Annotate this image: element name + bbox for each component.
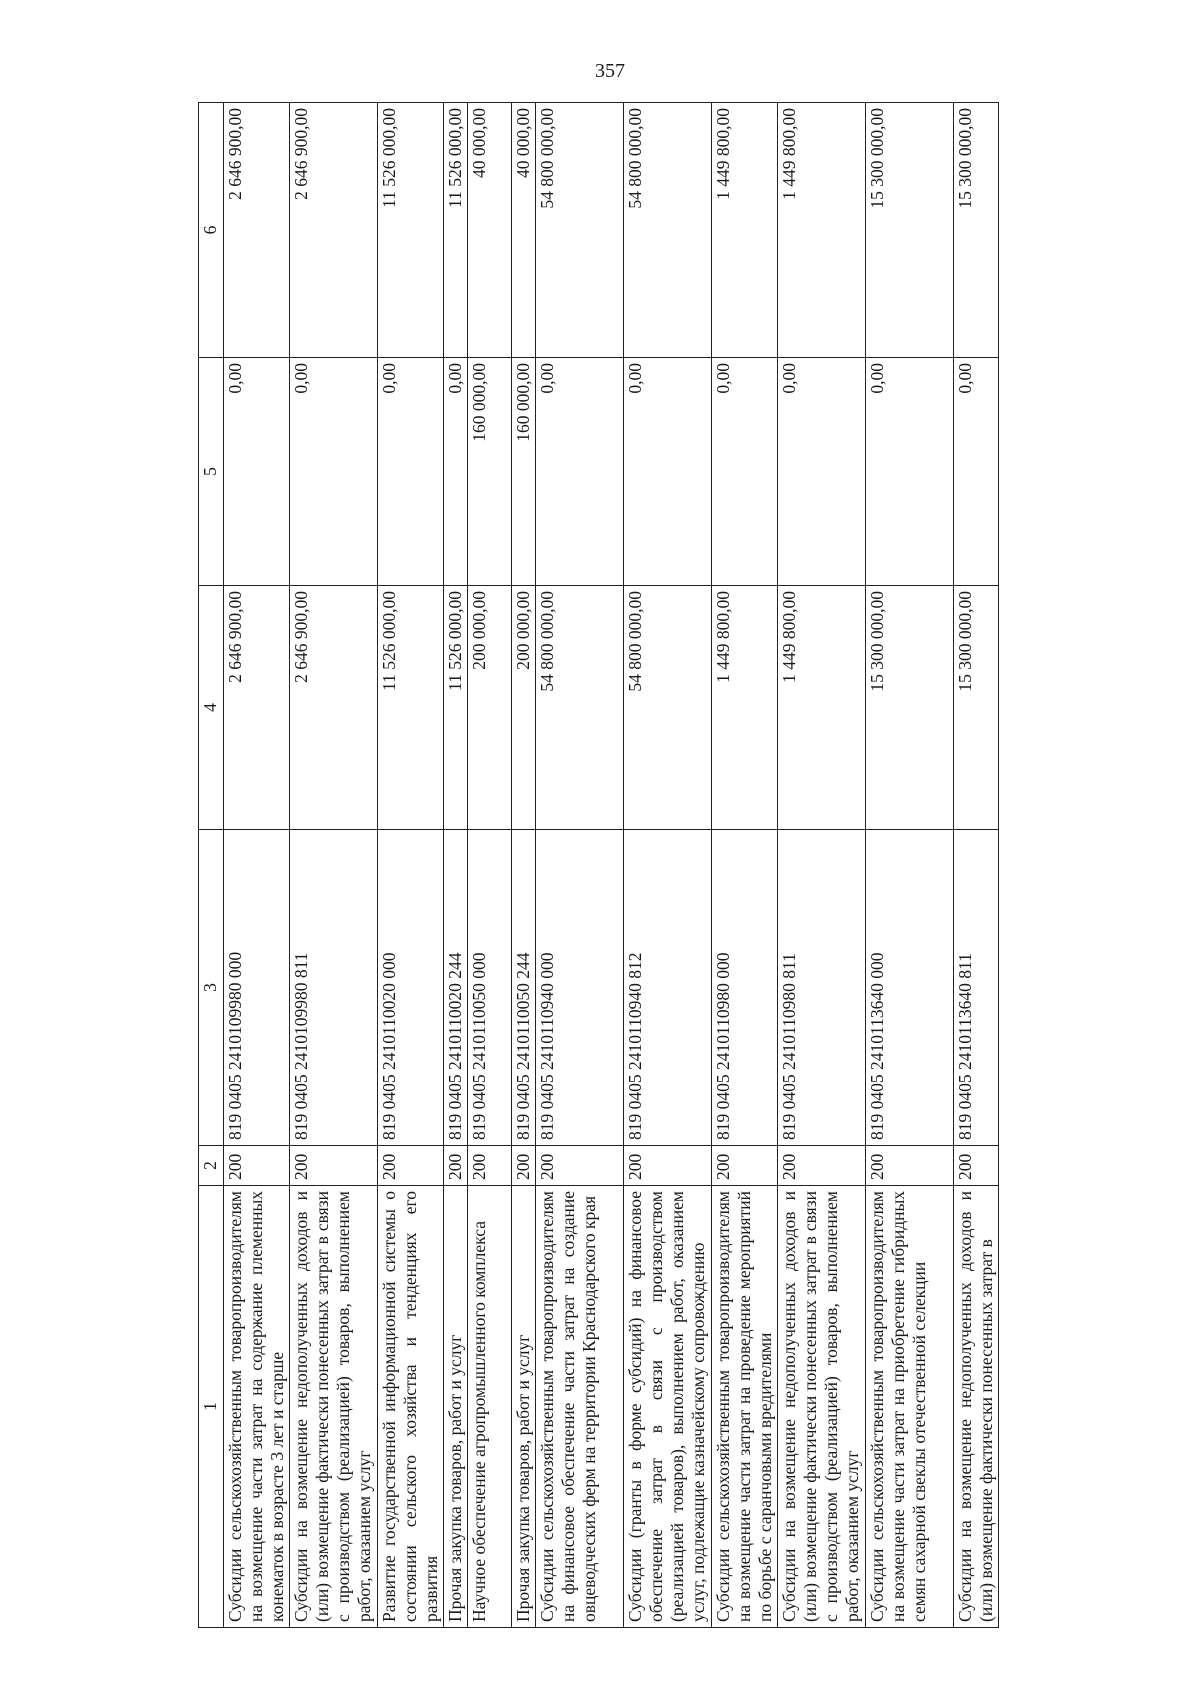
- row-amount-col5: 0,00: [624, 358, 712, 586]
- row-description: Субсидии сельскохозяйственным товаропроизводителям на финансовое обеспечение части затрат на создание овцеводческих ферм на территории Краснодарского края: [536, 1186, 624, 1628]
- row-amount-col4: 54 800 000,00: [536, 586, 624, 830]
- row-amount-col6: 11 526 000,00: [444, 103, 468, 358]
- row-amount-col6: 11 526 000,00: [378, 103, 444, 358]
- row-budget-code: 819 0405 2410110020 244: [444, 830, 468, 1146]
- row-amount-col5: 0,00: [778, 358, 866, 586]
- row-budget-code: 819 0405 2410110050 244: [512, 830, 536, 1146]
- row-group-code: 200: [444, 1146, 468, 1186]
- row-description: Субсидии сельскохозяйственным товаропроизводителям на возмещение части затрат на приобретение гибридных семян сахарной свеклы отечественной селекции: [866, 1186, 954, 1628]
- row-description: Развитие государственной информационной системы о состоянии сельского хозяйства и тенденциях его развития: [378, 1186, 444, 1628]
- row-amount-col5: 160 000,00: [468, 358, 512, 586]
- row-description: Субсидии на возмещение недополученных доходов и (или) возмещение фактически понесенных затрат в связи с производством (реализацией) товаров, выполнением работ, оказанием услуг: [778, 1186, 866, 1628]
- row-amount-col4: 2 646 900,00: [290, 586, 378, 830]
- row-amount-col5: 0,00: [378, 358, 444, 586]
- row-description: Научное обеспечение агропромышленного комплекса: [468, 1186, 512, 1628]
- row-amount-col6: 1 449 800,00: [778, 103, 866, 358]
- table-row: [468, 103, 512, 1628]
- table-row: [778, 103, 866, 1628]
- table-row: [866, 103, 954, 1628]
- row-amount-col5: 0,00: [444, 358, 468, 586]
- row-group-code: 200: [954, 1146, 999, 1186]
- row-budget-code: 819 0405 2410113640 000: [866, 830, 954, 1146]
- row-description: Субсидии (гранты в форме субсидий) на финансовое обеспечение затрат в связи с производством (реализацией товаров), выполнением работ, оказанием услуг, подлежащие казначейскому сопровождению: [624, 1186, 712, 1628]
- row-amount-col6: 15 300 000,00: [866, 103, 954, 358]
- column-header: 3: [199, 830, 224, 1146]
- row-amount-col5: 0,00: [866, 358, 954, 586]
- row-budget-code: 819 0405 2410110980 000: [712, 830, 778, 1146]
- column-header: 2: [199, 1146, 224, 1186]
- table-row: [954, 103, 999, 1628]
- row-amount-col6: 15 300 000,00: [954, 103, 999, 358]
- table-row: [224, 103, 290, 1628]
- column-header: 1: [199, 1186, 224, 1628]
- row-amount-col4: 1 449 800,00: [778, 586, 866, 830]
- table-row: [536, 103, 624, 1628]
- row-amount-col5: 0,00: [224, 358, 290, 586]
- row-amount-col5: 160 000,00: [512, 358, 536, 586]
- table-row: [624, 103, 712, 1628]
- column-header: 6: [199, 103, 224, 358]
- row-amount-col5: 0,00: [954, 358, 999, 586]
- row-budget-code: 819 0405 2410110940 812: [624, 830, 712, 1146]
- row-budget-code: 819 0405 2410109980 000: [224, 830, 290, 1146]
- row-group-code: 200: [378, 1146, 444, 1186]
- row-group-code: 200: [624, 1146, 712, 1186]
- row-amount-col4: 11 526 000,00: [444, 586, 468, 830]
- row-group-code: 200: [224, 1146, 290, 1186]
- row-amount-col4: 200 000,00: [512, 586, 536, 830]
- row-budget-code: 819 0405 2410110020 000: [378, 830, 444, 1146]
- column-header: 5: [199, 358, 224, 586]
- row-amount-col4: 54 800 000,00: [624, 586, 712, 830]
- row-group-code: 200: [290, 1146, 378, 1186]
- row-amount-col6: 40 000,00: [468, 103, 512, 358]
- column-header: 4: [199, 586, 224, 830]
- row-description: Прочая закупка товаров, работ и услуг: [444, 1186, 468, 1628]
- row-amount-col5: 0,00: [536, 358, 624, 586]
- row-group-code: 200: [712, 1146, 778, 1186]
- table-row: [712, 103, 778, 1628]
- row-amount-col5: 0,00: [712, 358, 778, 586]
- table-row: [512, 103, 536, 1628]
- row-amount-col6: 1 449 800,00: [712, 103, 778, 358]
- row-group-code: 200: [468, 1146, 512, 1186]
- row-amount-col4: 15 300 000,00: [954, 586, 999, 830]
- table-row: [290, 103, 378, 1628]
- row-budget-code: 819 0405 2410109980 811: [290, 830, 378, 1146]
- row-amount-col4: 15 300 000,00: [866, 586, 954, 830]
- row-budget-code: 819 0405 2410110050 000: [468, 830, 512, 1146]
- row-description: Субсидии на возмещение недополученных доходов и (или) возмещение фактически понесенных затрат в связи с производством (реализацией) товаров, выполнением работ, оказанием услуг: [290, 1186, 378, 1628]
- row-amount-col6: 54 800 000,00: [624, 103, 712, 358]
- row-description: Субсидии сельскохозяйственным товаропроизводителям на возмещение части затрат на проведение мероприятий по борьбе с саранчовыми вредителями: [712, 1186, 778, 1628]
- row-amount-col6: 40 000,00: [512, 103, 536, 358]
- row-budget-code: 819 0405 2410110980 811: [778, 830, 866, 1146]
- budget-table: [198, 102, 999, 1628]
- table-row: [444, 103, 468, 1628]
- row-group-code: 200: [512, 1146, 536, 1186]
- row-description: Субсидии сельскохозяйственным товаропроизводителям на возмещение части затрат на содержание племенных конематок в возрасте 3 лет и старше: [224, 1186, 290, 1628]
- row-amount-col4: 11 526 000,00: [378, 586, 444, 830]
- page-number: 357: [595, 60, 625, 82]
- table-header-row: [199, 103, 224, 1628]
- row-description: Прочая закупка товаров, работ и услуг: [512, 1186, 536, 1628]
- row-amount-col4: 1 449 800,00: [712, 586, 778, 830]
- row-group-code: 200: [536, 1146, 624, 1186]
- rotated-table-container: [198, 103, 1058, 1628]
- row-budget-code: 819 0405 2410110940 000: [536, 830, 624, 1146]
- table-body: [224, 103, 999, 1628]
- table-row: [378, 103, 444, 1628]
- row-amount-col6: 2 646 900,00: [290, 103, 378, 358]
- row-amount-col5: 0,00: [290, 358, 378, 586]
- row-amount-col6: 2 646 900,00: [224, 103, 290, 358]
- row-description: Субсидии на возмещение недополученных доходов и (или) возмещение фактически понесенных затрат в: [954, 1186, 999, 1628]
- row-amount-col4: 200 000,00: [468, 586, 512, 830]
- row-amount-col6: 54 800 000,00: [536, 103, 624, 358]
- row-group-code: 200: [778, 1146, 866, 1186]
- row-amount-col4: 2 646 900,00: [224, 586, 290, 830]
- row-budget-code: 819 0405 2410113640 811: [954, 830, 999, 1146]
- row-group-code: 200: [866, 1146, 954, 1186]
